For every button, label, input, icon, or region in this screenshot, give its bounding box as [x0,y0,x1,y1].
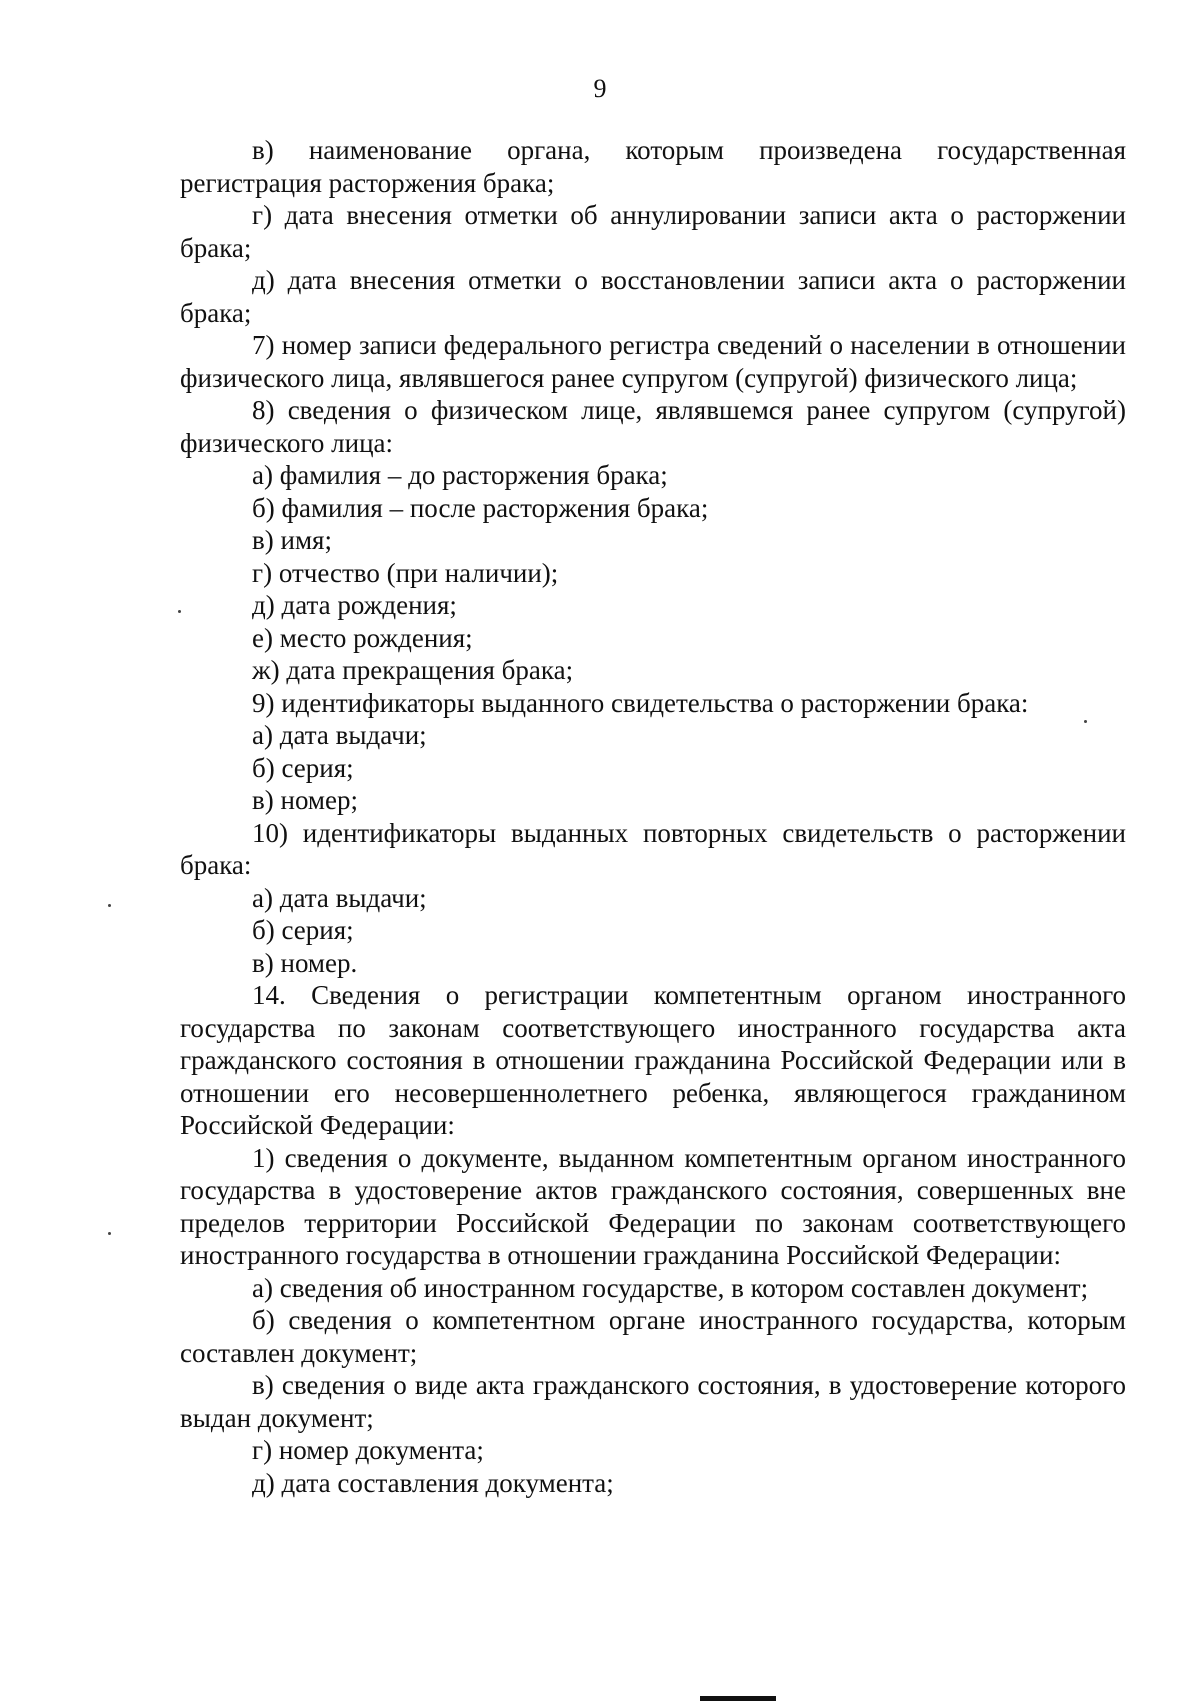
list-item: д) дата составления документа; [252,1467,614,1498]
paragraph: 14. Сведения о регистрации компетентным органом иностранного государства по законам соответствующего иностранного государства акта гражданского состояния в отношении гражданина Российской Федерации или в отношении его несовершеннолетнего ребенка, являющегося гражданином Российской Федерации: [180,980,1126,1140]
list-item: г) отчество (при наличии); [252,557,559,588]
list-item: б) серия; [252,752,354,783]
paragraph: в) наименование органа, которым произведена государственная регистрация расторжения брака; [180,135,1126,198]
paragraph: г) дата внесения отметки об аннулировании записи акта о расторжении брака; [180,200,1126,263]
list-item: б) серия; [252,915,354,945]
paragraph: 10) идентификаторы выданных повторных свидетельств о расторжении брака: [180,817,1126,880]
list-item: е) место рождения; [252,622,473,653]
scan-speck [108,1232,111,1235]
page-bottom-mark [700,1696,776,1701]
paragraph: 8) сведения о физическом лице, являвшемся ранее супругом (супругой) физического лица: [180,395,1126,458]
page-number: 9 [593,74,607,103]
list-item: а) фамилия – до расторжения брака; [252,460,668,490]
list-item: д) дата рождения; [252,590,457,620]
scan-speck [178,610,181,613]
paragraph: 1) сведения о документе, выданном компетентным органом иностранного государства в удостоверение актов гражданского состояния, совершенных вне пределов территории Российской Федерации по законам соответствующего иностранного государства в отношении гражданина Российской Федерации: [180,1142,1126,1270]
list-item: в) номер; [252,785,358,815]
paragraph: б) сведения о компетентном органе иностранного государства, которым составлен документ; [180,1305,1126,1368]
list-item: г) номер документа; [252,1435,484,1465]
list-item: в) номер. [252,947,358,978]
list-item: в) имя; [252,525,332,555]
paragraph: д) дата внесения отметки о восстановлении записи акта о расторжении брака; [180,265,1126,328]
list-item: 9) идентификаторы выданного свидетельства о расторжении брака: [252,687,1029,718]
list-item: а) сведения об иностранном государстве, в котором составлен документ; [252,1272,1089,1303]
document-body [180,134,1126,1499]
list-item: а) дата выдачи; [252,720,427,750]
list-item: б) фамилия – после расторжения брака; [252,492,709,523]
list-item: ж) дата прекращения брака; [252,655,574,685]
paragraph: 7) номер записи федерального регистра сведений о населении в отношении физического лица, являвшегося ранее супругом (супругой) физического лица; [180,330,1126,393]
scan-speck [108,904,111,907]
paragraph: в) сведения о виде акта гражданского состояния, в удостоверение которого выдан документ; [180,1370,1126,1433]
list-item: а) дата выдачи; [252,882,427,913]
scan-speck [1084,720,1087,723]
